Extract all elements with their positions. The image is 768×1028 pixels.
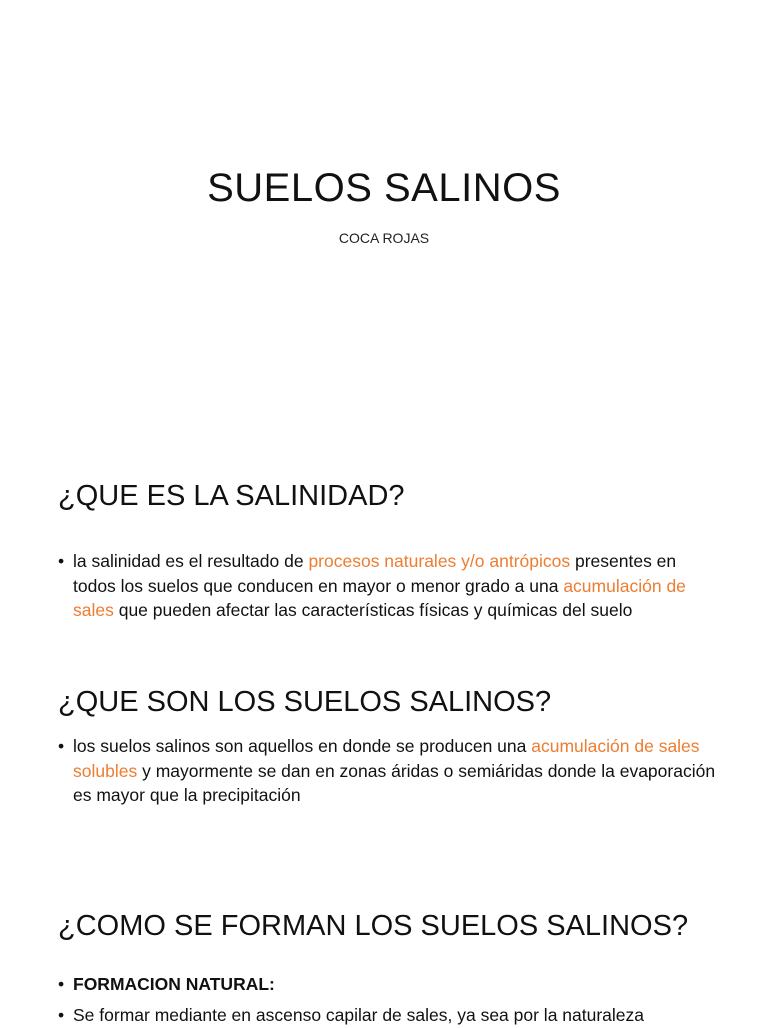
presentation-title: SUELOS SALINOS [207,166,561,210]
bullet-dot: • [58,736,65,756]
suelos-salinos-bullet [58,734,718,808]
suelos-salinos-highlight: acumulación de sales solubles [73,736,700,781]
salinidad-highlight-1: procesos naturales y/o antrópicos [308,551,571,571]
salinidad-text-3: que pueden afectar las características físicas y químicas del suelo [113,600,633,620]
suelos-salinos-text-1: los suelos salinos son aquellos en donde se producen una [73,736,532,756]
salinidad-text-1: la salinidad es el resultado de [73,551,309,571]
bullet-dot: • [58,551,65,571]
bullet-dot: • [58,974,65,994]
formacion-heading: ¿COMO SE FORMAN LOS SUELOS SALINOS? [58,910,689,942]
salinidad-heading: ¿QUE ES LA SALINIDAD? [58,480,405,512]
content-slide [0,432,768,864]
formacion-bullet-1 [58,972,718,997]
presentation-author: COCA ROJAS [338,230,430,246]
suelos-salinos-text-2: y mayormente se dan en zonas áridas o semiáridas donde la evaporación es mayor que la precipitación [73,760,716,805]
suelos-salinos-heading: ¿QUE SON LOS SUELOS SALINOS? [58,686,552,718]
formacion-natural-label: FORMACION NATURAL: [73,974,275,994]
salinidad-highlight-2: acumulación de sales [73,575,686,620]
formation-slide [0,864,768,1024]
salinidad-bullet [58,549,718,623]
bullet-dot: • [58,1005,65,1025]
salinidad-text-2: presentes en todos los suelos que conducen en mayor o menor grado a una [73,551,677,596]
formacion-text: Se formar mediante en ascenso capilar de sales, ya sea por la naturaleza [73,1005,645,1025]
title-slide [0,0,768,432]
